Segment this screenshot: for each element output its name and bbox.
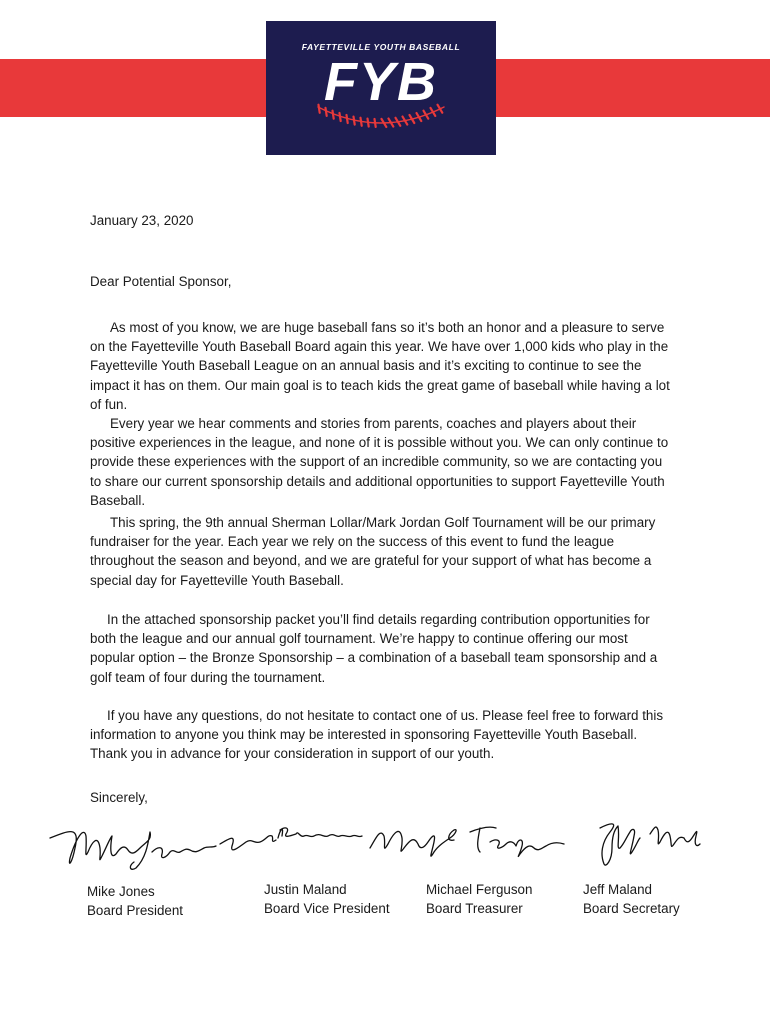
stitch-mark [319, 105, 320, 113]
letter-paragraph: Every year we hear comments and stories from parents, coaches and players about their positive experiences in the league, and none of it is possible without you. We can only continue to provide these experiences with the support of an incredible community, so we are contacting you to share our current sponsorship details and additional opportunities to support Fayetteville Youth Baseball. [90, 416, 669, 508]
signature-justin-maland [220, 828, 362, 850]
signature-jeff-maland [600, 824, 700, 865]
stitch-mark [375, 119, 376, 127]
signer-title: Board President [87, 903, 184, 918]
stitch-mark [333, 111, 334, 119]
signer-justin-maland [264, 880, 390, 918]
signer-title: Board Secretary [583, 901, 680, 916]
letter-closing: Sincerely, [90, 790, 148, 805]
letter-salutation: Dear Potential Sponsor, [90, 274, 232, 289]
logo-tagline: FAYETTEVILLE YOUTH BASEBALL [301, 42, 461, 52]
letter-paragraph: If you have any questions, do not hesitate to contact one of us. Please feel free to forward this information to anyone you think may be interested in sponsoring Fayetteville Youth Baseball. Thank you in advance for your consideration in support of our youth. [90, 708, 664, 762]
signer-name: Michael Ferguson [426, 882, 533, 897]
stitch-mark [354, 117, 355, 125]
stitch-mark [340, 113, 341, 121]
fyb-logo [266, 21, 496, 155]
signer-title: Board Vice President [264, 901, 390, 916]
logo-initials: FYB [324, 52, 438, 112]
signer-title: Board Treasurer [426, 901, 523, 916]
signer-michael-ferguson [426, 880, 532, 918]
stitch-mark [347, 115, 348, 123]
letter-paragraph: This spring, the 9th annual Sherman Lollar/Mark Jordan Golf Tournament will be our primary fundraiser for the year. Each year we rely on the success of this event to fund the league throughout the season and beyond, and we are grateful for your support of what has become a special day for Fayetteville Youth Baseball. [90, 515, 656, 588]
signature-michael-ferguson [370, 827, 564, 856]
stitch-mark [368, 119, 369, 127]
signature-mike-jones [50, 832, 216, 870]
signer-jeff-maland [583, 880, 680, 918]
signer-name: Justin Maland [264, 882, 347, 897]
signer-mike-jones [87, 882, 183, 920]
signer-name: Mike Jones [87, 884, 155, 899]
letter-paragraph: As most of you know, we are huge baseball fans so it’s both an honor and a pleasure to serve on the Fayetteville Youth Baseball Board again this year. We have over 1,000 kids who play in the Fayetteville Youth Baseball League on an annual basis and it’s exciting to continue to see the impact it has on them. Our main goal is to teach kids the great game of baseball while having a lot of fun. [90, 320, 670, 412]
stitch-mark [326, 108, 327, 116]
handwritten-signatures [40, 808, 730, 878]
letter-paragraph: In the attached sponsorship packet you’ll find details regarding contribution opportunities for both the league and our annual golf tournament. We’re happy to continue offering our most popular option – the Bronze Sponsorship – a combination of a baseball team sponsorship and a golf team of four during the tournament. [90, 612, 658, 685]
signer-name: Jeff Maland [583, 882, 652, 897]
letter-date: January 23, 2020 [90, 213, 194, 228]
stitch-mark [361, 118, 362, 126]
